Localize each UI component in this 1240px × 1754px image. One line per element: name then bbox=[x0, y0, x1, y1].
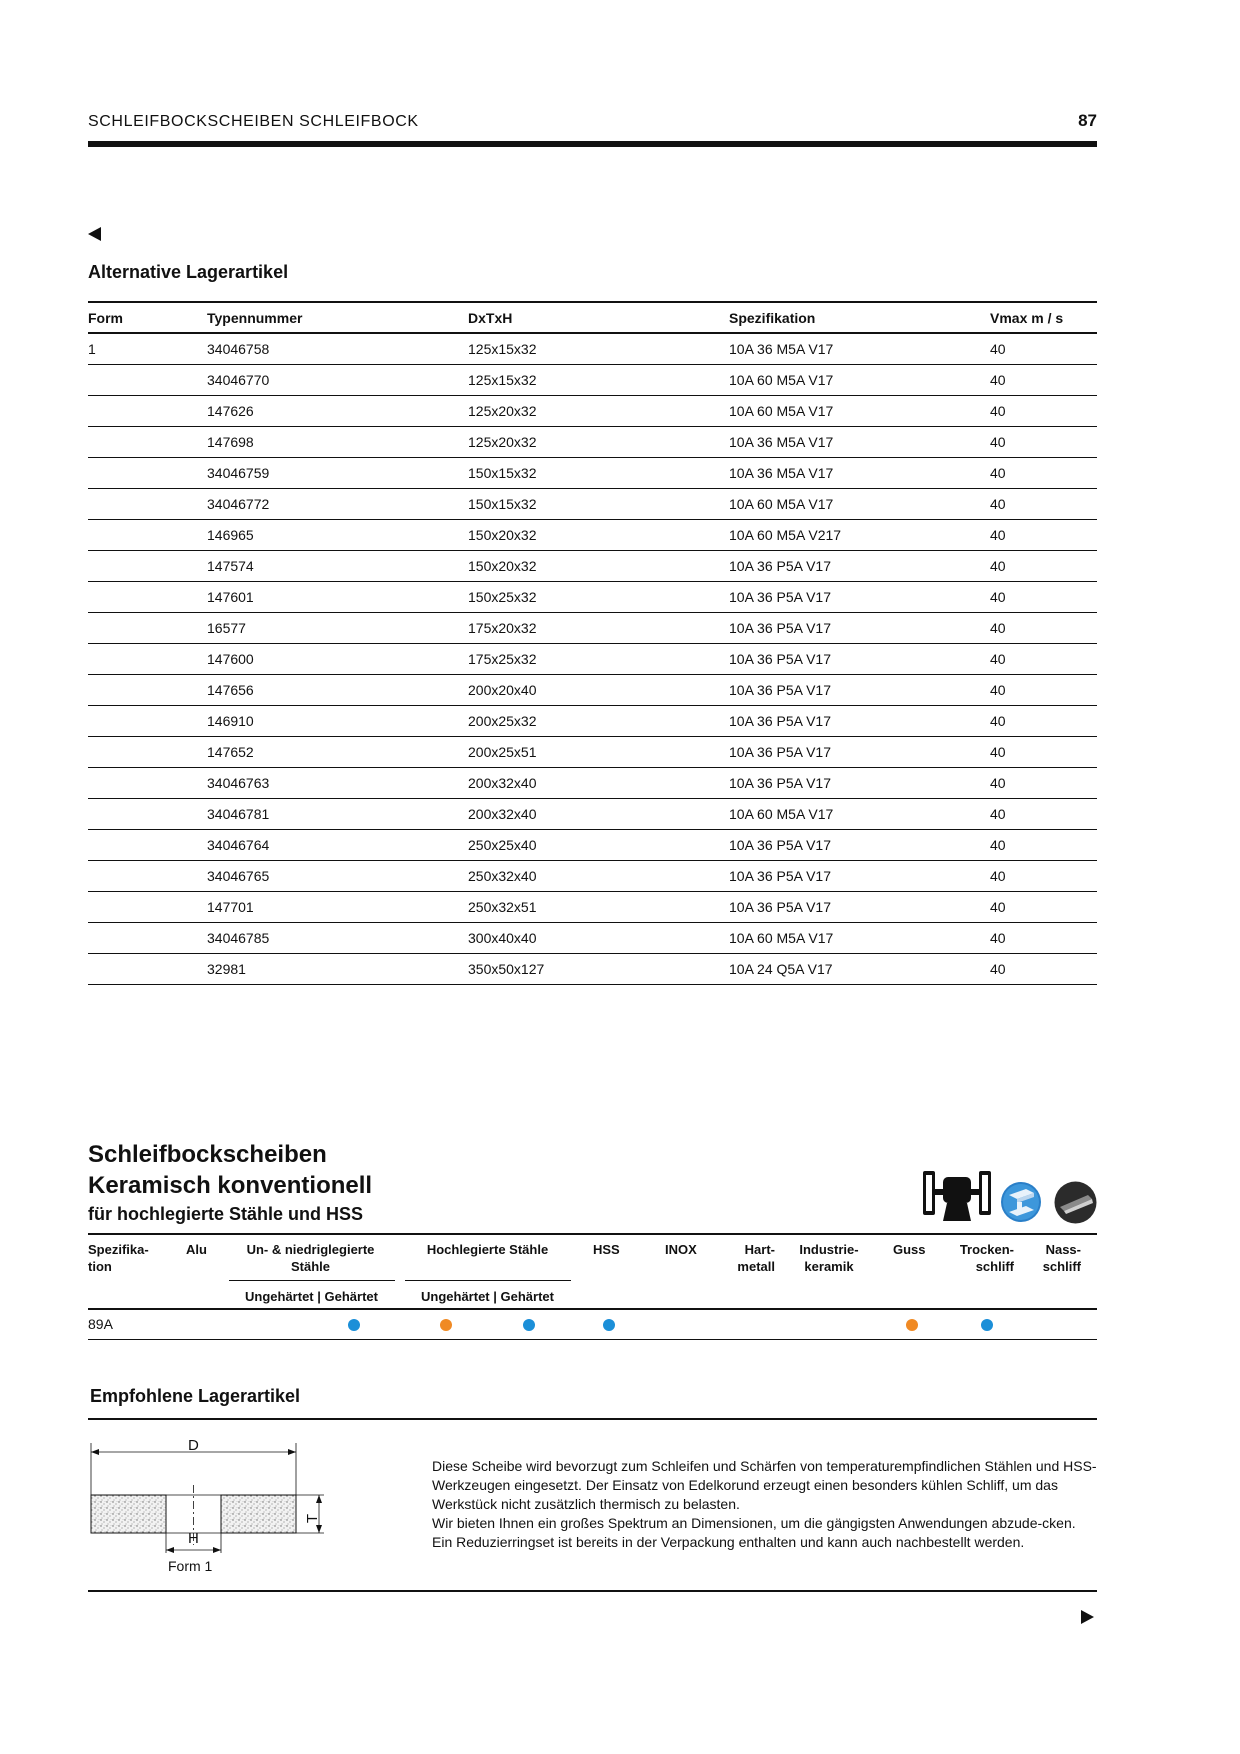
cell-vmax: 40 bbox=[990, 954, 1097, 985]
recommended-items-title: Empfohlene Lagerartikel bbox=[90, 1386, 301, 1406]
product-description: Diese Scheibe wird bevorzugt zum Schleifen und Schärfen von temperaturempfindlichen Stählen und HSS-Werkzeugen eingesetzt. Der Einsatz von Edelkorund erzeugt einen besonders kühlen Schliff, um das Werkstück nicht zusätzlich thermisch zu belasten. Wir bieten Ihnen ein großes Spektrum an Dimensionen, um die gängigsten Anwendungen abzude-cken. Ein Reduzierringset ist bereits in der Verpackung enthalten und kann auch nachbestellt werden. bbox=[432, 1458, 1097, 1550]
recommended-dot-high-alloy-hardened bbox=[523, 1319, 535, 1331]
cell-specification: 10A 36 P5A V17 bbox=[729, 644, 990, 675]
header-rule bbox=[88, 141, 1097, 147]
app-header-dry-grinding: Trocken- schliff bbox=[959, 1242, 1014, 1274]
cell-type-number: 146910 bbox=[207, 706, 468, 737]
cell-form bbox=[88, 675, 207, 706]
cell-type-number: 34046770 bbox=[207, 365, 468, 396]
suitable-dot-cast-iron bbox=[906, 1319, 918, 1331]
table-row bbox=[88, 551, 1097, 582]
cell-vmax: 40 bbox=[990, 520, 1097, 551]
next-page-arrow-icon[interactable] bbox=[1081, 1610, 1094, 1624]
cell-form bbox=[88, 644, 207, 675]
column-header-type-number: Typennummer bbox=[207, 302, 468, 333]
cell-type-number: 147701 bbox=[207, 892, 468, 923]
app-header-alu: Alu bbox=[186, 1242, 207, 1257]
cell-form bbox=[88, 520, 207, 551]
cell-specification: 10A 60 M5A V17 bbox=[729, 396, 990, 427]
cell-type-number: 34046772 bbox=[207, 489, 468, 520]
cell-type-number: 147652 bbox=[207, 737, 468, 768]
cell-type-number: 34046763 bbox=[207, 768, 468, 799]
cell-specification: 10A 36 P5A V17 bbox=[729, 613, 990, 644]
table-row bbox=[88, 613, 1097, 644]
app-header-hard-metal: Hart- metall bbox=[737, 1242, 775, 1274]
table-row bbox=[88, 830, 1097, 861]
table-row bbox=[88, 489, 1097, 520]
running-header-title: SCHLEIFBOCKSCHEIBEN SCHLEIFBOCK bbox=[88, 113, 419, 130]
previous-page-arrow-icon[interactable] bbox=[88, 227, 101, 241]
column-header-form: Form bbox=[88, 302, 207, 333]
column-header-specification: Spezifikation bbox=[729, 302, 990, 333]
cell-form bbox=[88, 768, 207, 799]
cell-form bbox=[88, 706, 207, 737]
product-title-line-2: Keramisch konventionell bbox=[88, 1172, 373, 1199]
high-alloy-subheader: Ungehärtet | Gehärtet bbox=[421, 1289, 554, 1304]
cell-vmax: 40 bbox=[990, 706, 1097, 737]
wheel-cross-section-diagram bbox=[88, 1435, 338, 1555]
table-row bbox=[88, 582, 1097, 613]
cell-vmax: 40 bbox=[990, 458, 1097, 489]
cell-specification: 10A 36 M5A V17 bbox=[729, 458, 990, 489]
low-alloy-subheader-rule bbox=[229, 1280, 395, 1281]
app-header-wet-grinding: Nass- schliff bbox=[1042, 1242, 1081, 1274]
table-row bbox=[88, 333, 1097, 365]
cell-specification: 10A 36 P5A V17 bbox=[729, 768, 990, 799]
table-row bbox=[88, 923, 1097, 954]
table-row bbox=[88, 892, 1097, 923]
cell-form bbox=[88, 613, 207, 644]
table-row bbox=[88, 799, 1097, 830]
table-row bbox=[88, 644, 1097, 675]
app-header-high-alloy-steels: Hochlegierte Stähle bbox=[426, 1242, 549, 1257]
cell-dimensions: 125x20x32 bbox=[468, 427, 729, 458]
cell-vmax: 40 bbox=[990, 861, 1097, 892]
recommended-bottom-rule bbox=[88, 1590, 1097, 1592]
table-row bbox=[88, 861, 1097, 892]
cell-vmax: 40 bbox=[990, 613, 1097, 644]
table-row bbox=[88, 396, 1097, 427]
table-row bbox=[88, 954, 1097, 985]
product-title-line-1: Schleifbockscheiben bbox=[88, 1141, 327, 1168]
cell-type-number: 34046758 bbox=[207, 333, 468, 365]
cell-vmax: 40 bbox=[990, 799, 1097, 830]
cell-vmax: 40 bbox=[990, 923, 1097, 954]
low-alloy-subheader: Ungehärtet | Gehärtet bbox=[245, 1289, 378, 1304]
cell-type-number: 32981 bbox=[207, 954, 468, 985]
cell-form bbox=[88, 582, 207, 613]
table-row bbox=[88, 706, 1097, 737]
product-subtitle: für hochlegierte Stähle und HSS bbox=[88, 1204, 364, 1224]
cell-specification: 10A 36 P5A V17 bbox=[729, 830, 990, 861]
cell-dimensions: 250x25x40 bbox=[468, 830, 729, 861]
cell-dimensions: 250x32x40 bbox=[468, 861, 729, 892]
cell-dimensions: 300x40x40 bbox=[468, 923, 729, 954]
cell-type-number: 34046759 bbox=[207, 458, 468, 489]
cell-dimensions: 175x25x32 bbox=[468, 644, 729, 675]
cell-vmax: 40 bbox=[990, 582, 1097, 613]
column-header-dimensions: DxTxH bbox=[468, 302, 729, 333]
table-row bbox=[88, 675, 1097, 706]
page-number: 87 bbox=[1078, 111, 1097, 130]
cell-dimensions: 150x15x32 bbox=[468, 489, 729, 520]
steel-beam-icon bbox=[1000, 1181, 1042, 1223]
cell-vmax: 40 bbox=[990, 427, 1097, 458]
cell-type-number: 16577 bbox=[207, 613, 468, 644]
cell-dimensions: 200x25x51 bbox=[468, 737, 729, 768]
table-header-row bbox=[88, 302, 1097, 333]
diagram-form-label: Form 1 bbox=[168, 1558, 213, 1574]
cell-specification: 10A 60 M5A V17 bbox=[729, 489, 990, 520]
application-row-bottom-rule bbox=[88, 1339, 1097, 1340]
knife-blade-icon bbox=[1054, 1181, 1097, 1224]
recommended-top-rule bbox=[88, 1418, 1097, 1420]
app-header-cast-iron: Guss bbox=[893, 1242, 926, 1257]
suitable-dot-high-alloy-unhardened bbox=[440, 1319, 452, 1331]
cell-form bbox=[88, 427, 207, 458]
cell-specification: 10A 36 M5A V17 bbox=[729, 427, 990, 458]
cell-vmax: 40 bbox=[990, 737, 1097, 768]
cell-specification: 10A 36 P5A V17 bbox=[729, 737, 990, 768]
cell-dimensions: 200x32x40 bbox=[468, 799, 729, 830]
cell-specification: 10A 36 P5A V17 bbox=[729, 551, 990, 582]
cell-form bbox=[88, 365, 207, 396]
cell-type-number: 147626 bbox=[207, 396, 468, 427]
cell-type-number: 147600 bbox=[207, 644, 468, 675]
cell-vmax: 40 bbox=[990, 333, 1097, 365]
cell-specification: 10A 36 P5A V17 bbox=[729, 582, 990, 613]
recommended-dot-low-alloy-hardened bbox=[348, 1319, 360, 1331]
table-row bbox=[88, 768, 1097, 799]
cell-dimensions: 200x25x32 bbox=[468, 706, 729, 737]
cell-type-number: 147698 bbox=[207, 427, 468, 458]
cell-form bbox=[88, 830, 207, 861]
cell-type-number: 34046785 bbox=[207, 923, 468, 954]
cell-specification: 10A 36 M5A V17 bbox=[729, 333, 990, 365]
cell-form bbox=[88, 489, 207, 520]
cell-dimensions: 125x15x32 bbox=[468, 333, 729, 365]
cell-specification: 10A 60 M5A V17 bbox=[729, 365, 990, 396]
cell-dimensions: 200x32x40 bbox=[468, 768, 729, 799]
recommended-dot-hss bbox=[603, 1319, 615, 1331]
cell-dimensions: 125x15x32 bbox=[468, 365, 729, 396]
cell-specification: 10A 36 P5A V17 bbox=[729, 706, 990, 737]
cell-specification: 10A 36 P5A V17 bbox=[729, 675, 990, 706]
recommended-dot-dry-grinding bbox=[981, 1319, 993, 1331]
high-alloy-subheader-rule bbox=[405, 1280, 571, 1281]
cell-specification: 10A 36 P5A V17 bbox=[729, 861, 990, 892]
cell-type-number: 34046765 bbox=[207, 861, 468, 892]
cell-vmax: 40 bbox=[990, 365, 1097, 396]
diagram-label-t: T bbox=[304, 1513, 322, 1524]
cell-form bbox=[88, 892, 207, 923]
table-row bbox=[88, 737, 1097, 768]
cell-vmax: 40 bbox=[990, 675, 1097, 706]
app-header-specification: Spezifika- tion bbox=[88, 1242, 149, 1274]
cell-dimensions: 175x20x32 bbox=[468, 613, 729, 644]
cell-form bbox=[88, 458, 207, 489]
cell-dimensions: 150x25x32 bbox=[468, 582, 729, 613]
cell-specification: 10A 24 Q5A V17 bbox=[729, 954, 990, 985]
cell-form bbox=[88, 861, 207, 892]
cell-form bbox=[88, 954, 207, 985]
cell-specification: 10A 36 P5A V17 bbox=[729, 892, 990, 923]
cell-type-number: 34046764 bbox=[207, 830, 468, 861]
product-heading-rule bbox=[88, 1233, 1097, 1235]
cell-specification: 10A 60 M5A V17 bbox=[729, 799, 990, 830]
cell-type-number: 34046781 bbox=[207, 799, 468, 830]
table-row bbox=[88, 365, 1097, 396]
cell-type-number: 147601 bbox=[207, 582, 468, 613]
table-row bbox=[88, 458, 1097, 489]
cell-form: 1 bbox=[88, 333, 207, 365]
cell-dimensions: 150x15x32 bbox=[468, 458, 729, 489]
app-header-hss: HSS bbox=[593, 1242, 620, 1257]
cell-type-number: 146965 bbox=[207, 520, 468, 551]
diagram-label-d: D bbox=[188, 1437, 199, 1454]
cell-form bbox=[88, 396, 207, 427]
cell-form bbox=[88, 923, 207, 954]
cell-dimensions: 200x20x40 bbox=[468, 675, 729, 706]
app-header-inox: INOX bbox=[665, 1242, 697, 1257]
cell-specification: 10A 60 M5A V17 bbox=[729, 923, 990, 954]
cell-type-number: 147656 bbox=[207, 675, 468, 706]
cell-vmax: 40 bbox=[990, 892, 1097, 923]
cell-vmax: 40 bbox=[990, 551, 1097, 582]
cell-form bbox=[88, 551, 207, 582]
cell-vmax: 40 bbox=[990, 768, 1097, 799]
alternative-items-title: Alternative Lagerartikel bbox=[88, 262, 289, 282]
application-row-spec-label: 89A bbox=[88, 1316, 113, 1332]
cell-dimensions: 350x50x127 bbox=[468, 954, 729, 985]
cell-dimensions: 250x32x51 bbox=[468, 892, 729, 923]
table-row bbox=[88, 520, 1097, 551]
cell-form bbox=[88, 799, 207, 830]
app-header-low-alloy-steels: Un- & niedriglegierte Stähle bbox=[246, 1242, 375, 1274]
app-header-industrial-ceramics: Industrie- keramik bbox=[799, 1242, 859, 1274]
cell-specification: 10A 60 M5A V217 bbox=[729, 520, 990, 551]
application-row-top-rule bbox=[88, 1308, 1097, 1310]
cell-vmax: 40 bbox=[990, 644, 1097, 675]
cell-vmax: 40 bbox=[990, 830, 1097, 861]
diagram-label-h: H bbox=[188, 1530, 199, 1547]
cell-vmax: 40 bbox=[990, 396, 1097, 427]
cell-form bbox=[88, 737, 207, 768]
bench-grinder-icon bbox=[923, 1167, 991, 1223]
cell-vmax: 40 bbox=[990, 489, 1097, 520]
cell-type-number: 147574 bbox=[207, 551, 468, 582]
cell-dimensions: 150x20x32 bbox=[468, 551, 729, 582]
column-header-vmax: Vmax m / s bbox=[990, 302, 1097, 333]
table-row bbox=[88, 427, 1097, 458]
cell-dimensions: 150x20x32 bbox=[468, 520, 729, 551]
alternative-items-table bbox=[88, 301, 1097, 985]
cell-dimensions: 125x20x32 bbox=[468, 396, 729, 427]
